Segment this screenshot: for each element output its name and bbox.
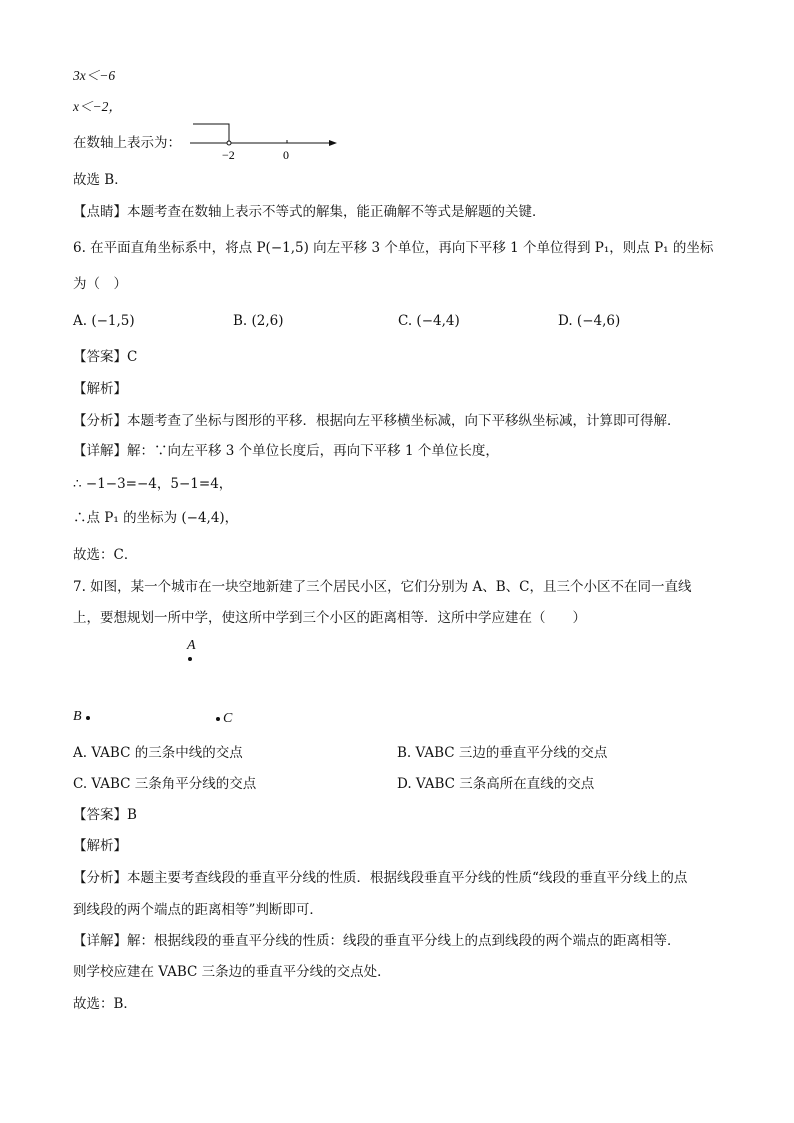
question-6-line-2: 为（ ） bbox=[73, 276, 127, 292]
number-line-label: 在数轴上表示为： bbox=[73, 135, 181, 151]
q6-analysis: 【分析】本题考查了坐标与图形的平移．根据向左平移横坐标减，向下平移纵坐标减，计算即可得解． bbox=[73, 413, 681, 429]
comment-5: 【点睛】本题考查在数轴上表示不等式的解集，能正确解不等式是解题的关键． bbox=[73, 204, 546, 220]
question-7-line-2: 上，要想规划一所中学，使这所中学到三个小区的距离相等．这所中学应建在（ ） bbox=[73, 610, 586, 626]
open-point bbox=[227, 141, 231, 145]
number-line-figure bbox=[185, 118, 345, 163]
tick-label-zero: 0 bbox=[283, 148, 289, 162]
q7-option-d: D. VABC 三条高所在直线的交点 bbox=[397, 776, 595, 792]
q7-detail-1: 【详解】解：根据线段的垂直平分线的性质：线段的垂直平分线上的点到线段的两个端点的距离相等． bbox=[73, 933, 681, 949]
q6-detail-1: 【详解】解：∵向左平移 3 个单位长度后，再向下平移 1 个单位长度， bbox=[73, 443, 499, 459]
q6-answer: 【答案】C bbox=[73, 349, 138, 365]
number-line-arrow bbox=[329, 140, 337, 146]
point-label-b: B bbox=[73, 709, 82, 724]
point-label-c: C bbox=[223, 711, 233, 726]
point-a-dot bbox=[188, 657, 192, 661]
point-label-a: A bbox=[187, 638, 196, 653]
q6-option-a: A. (−1,5) bbox=[73, 313, 135, 329]
question-7-line-1: 7. 如图，某一个城市在一块空地新建了三个居民小区，它们分别为 A、B、C，且三个小区不在同一直线 bbox=[73, 579, 692, 595]
q6-option-c: C. (−4,4) bbox=[398, 313, 460, 329]
q6-detail-3: ∴点 P₁ 的坐标为 (−4,4)， bbox=[73, 510, 239, 526]
question-6-line-1: 6. 在平面直角坐标系中，将点 P(−1,5) 向左平移 3 个单位，再向下平移 1 个单位得到 P₁，则点 P₁ 的坐标 bbox=[73, 240, 714, 256]
q6-analysis-heading: 【解析】 bbox=[73, 381, 127, 397]
q7-conclusion: 故选：B． bbox=[73, 996, 137, 1012]
q7-detail-2: 则学校应建在 VABC 三条边的垂直平分线的交点处． bbox=[73, 964, 391, 980]
q7-option-c: C. VABC 三条角平分线的交点 bbox=[73, 776, 257, 792]
q6-option-b: B. (2,6) bbox=[233, 313, 284, 329]
inequality-step-1: 3x＜−6 bbox=[73, 68, 116, 83]
q7-analysis-line-2: 到线段的两个端点的距离相等”判断即可． bbox=[73, 902, 323, 918]
point-c-dot bbox=[216, 717, 220, 721]
inequality-step-2: x＜−2， bbox=[73, 99, 122, 114]
point-b-dot bbox=[86, 716, 90, 720]
q7-answer: 【答案】B bbox=[73, 807, 137, 823]
q7-option-b: B. VABC 三边的垂直平分线的交点 bbox=[397, 745, 608, 761]
q7-analysis-heading: 【解析】 bbox=[73, 838, 127, 854]
solution-set-bracket bbox=[193, 124, 229, 143]
q7-analysis-line-1: 【分析】本题主要考查线段的垂直平分线的性质．根据线段垂直平分线的性质“线段的垂直平分线上的点 bbox=[73, 870, 688, 886]
q6-option-d: D. (−4,6) bbox=[558, 313, 621, 329]
q6-conclusion: 故选：C． bbox=[73, 547, 138, 563]
q6-detail-2: ∴ −1−3=−4，5−1=4， bbox=[73, 476, 233, 492]
q7-option-a: A. VABC 的三条中线的交点 bbox=[73, 745, 243, 761]
conclusion-5: 故选 B． bbox=[73, 172, 128, 188]
tick-label-neg2: −2 bbox=[222, 148, 235, 162]
